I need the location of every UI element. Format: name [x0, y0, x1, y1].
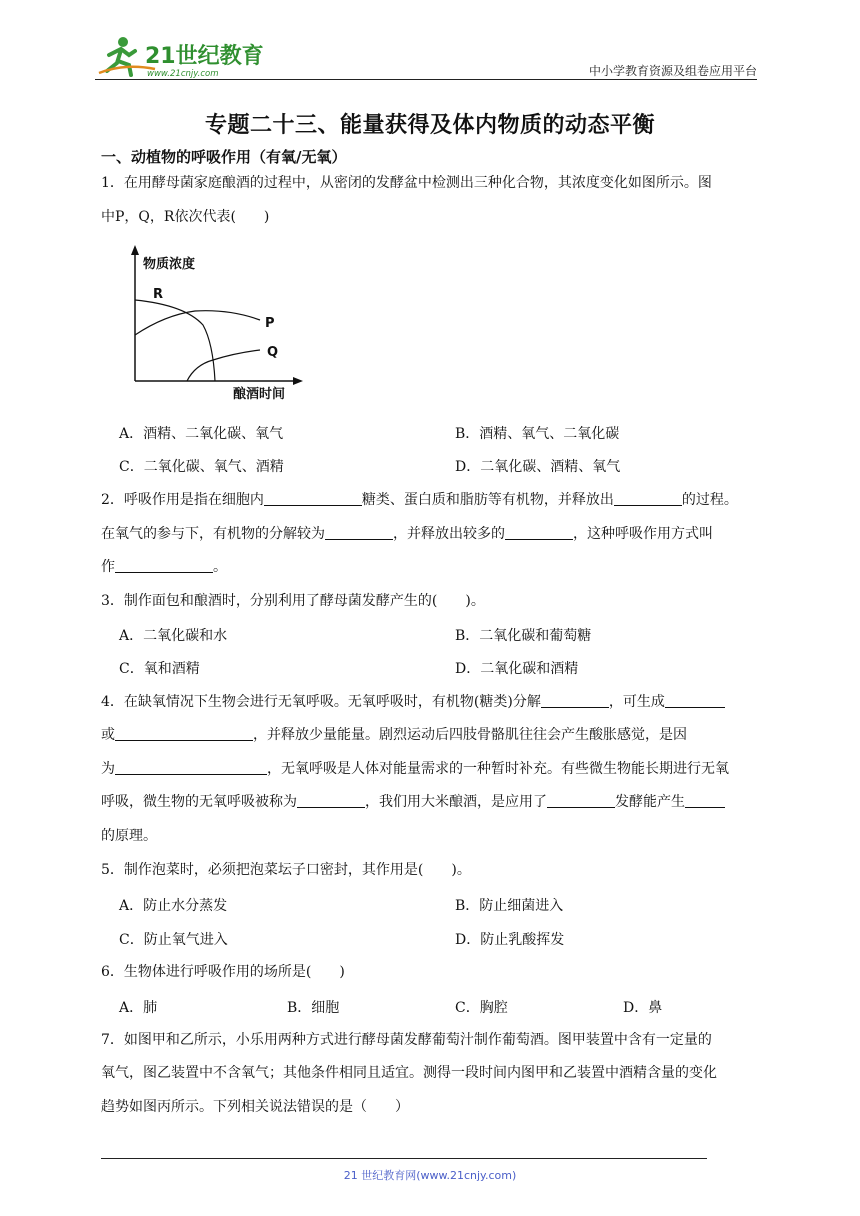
q2-blank-1[interactable]	[264, 491, 362, 506]
q4-line3: 为 ，无氧呼吸是人体对能量需求的一种暂时补充。有些微生物能长期进行无氧	[101, 761, 729, 777]
header-divider	[95, 79, 757, 80]
svg-text:www.21cnjy.com: www.21cnjy.com	[147, 69, 219, 79]
q5-option-b[interactable]: B．防止细菌进入	[455, 898, 564, 914]
series-label-P: P	[265, 316, 275, 331]
q3-option-c[interactable]: C．氧和酒精	[119, 661, 200, 677]
q5-option-d[interactable]: D．防止乳酸挥发	[455, 932, 565, 948]
q6-option-b[interactable]: B．细胞	[287, 1000, 340, 1016]
q3-stem: 3．制作面包和酿酒时，分别利用了酵母菌发酵产生的( )。	[101, 593, 485, 609]
q2-blank-4[interactable]	[505, 525, 573, 540]
q4-blank-4[interactable]	[115, 760, 267, 775]
q2-blank-5[interactable]	[115, 558, 213, 573]
q2-line2: 在氧气的参与下，有机物的分解较为 ，并释放出较多的 ，这种呼吸作用方式叫	[101, 526, 713, 542]
q4-line5: 的原理。	[101, 828, 157, 844]
svg-text:21世纪教育: 21世纪教育	[145, 44, 264, 69]
series-line-Q	[187, 350, 260, 381]
series-label-R: R	[153, 287, 164, 302]
q7-line2: 氧气，图乙装置中不含氧气；其他条件相同且适宜。测得一段时间内图甲和乙装置中酒精含量的变化	[101, 1065, 717, 1081]
footer-link[interactable]: 21 世纪教育网(www.21cnjy.com)	[343, 1169, 517, 1182]
q6-option-c[interactable]: C．胸腔	[455, 1000, 508, 1016]
q4-blank-7[interactable]	[685, 793, 725, 808]
q4-line1: 4．在缺氧情况下生物会进行无氧呼吸。无氧呼吸时，有机物(糖类)分解 ，可生成	[101, 692, 725, 712]
site-logo	[95, 33, 265, 81]
series-label-Q: Q	[267, 345, 279, 360]
q4-blank-6[interactable]	[547, 793, 615, 808]
q7-line3: 趋势如图丙所示。下列相关说法错误的是（ ）	[101, 1099, 409, 1115]
q1-option-a[interactable]: A．酒精、二氧化碳、氧气	[119, 426, 284, 442]
q2-line3: 作 。	[101, 559, 227, 575]
q2-blank-3[interactable]	[325, 525, 393, 540]
q1-option-d[interactable]: D．二氧化碳、酒精、氧气	[455, 459, 621, 475]
q1-stem-line1: 1．在用酵母菌家庭酿酒的过程中，从密闭的发酵盆中检测出三种化合物，其浓度变化如图所示。图	[101, 175, 712, 191]
section-heading: 一、动植物的呼吸作用（有氧/无氧）	[101, 148, 347, 166]
q4-blank-3[interactable]	[115, 726, 253, 741]
q4-blank-2[interactable]	[665, 693, 725, 708]
q5-option-a[interactable]: A．防止水分蒸发	[119, 898, 228, 914]
q6-stem: 6．生物体进行呼吸作用的场所是( )	[101, 964, 345, 980]
header-platform-text: 中小学教育资源及组卷应用平台	[588, 64, 757, 78]
q5-stem: 5．制作泡菜时，必须把泡菜坛子口密封，其作用是( )。	[101, 862, 471, 878]
q4-blank-1[interactable]	[541, 693, 609, 708]
q7-line1: 7．如图甲和乙所示，小乐用两种方式进行酵母菌发酵葡萄汁制作葡萄酒。图甲装置中含有一定量的	[101, 1032, 712, 1048]
q6-option-a[interactable]: A．肺	[119, 1000, 158, 1016]
series-line-R	[135, 300, 215, 381]
x-axis-label: 酿酒时间	[233, 387, 286, 402]
q6-option-d[interactable]: D．鼻	[623, 1000, 663, 1016]
q1-stem-line2: 中P，Q，R依次代表( )	[101, 209, 270, 225]
q1-option-c[interactable]: C．二氧化碳、氧气、酒精	[119, 459, 284, 475]
concentration-chart	[125, 243, 310, 403]
x-axis-arrow	[293, 377, 303, 385]
q3-option-a[interactable]: A．二氧化碳和水	[119, 628, 228, 644]
q1-option-b[interactable]: B．酒精、氧气、二氧化碳	[455, 426, 620, 442]
q4-blank-5[interactable]	[297, 793, 365, 808]
q4-line2: 或 ，并释放少量能量。剧烈运动后四肢骨骼肌往往会产生酸胀感觉，是因	[101, 727, 687, 743]
q2-blank-2[interactable]	[614, 491, 682, 506]
footer-divider	[101, 1158, 707, 1159]
y-axis-label: 物质浓度	[143, 257, 196, 272]
q2-line1: 2．呼吸作用是指在细胞内 糖类、蛋白质和脂肪等有机物，并释放出 的过程。	[101, 492, 738, 508]
q4-line4: 呼吸，微生物的无氧呼吸被称为 ，我们用大米酿酒，是应用了 发酵能产生	[101, 792, 725, 812]
q3-option-b[interactable]: B．二氧化碳和葡萄糖	[455, 628, 592, 644]
q5-option-c[interactable]: C．防止氧气进入	[119, 932, 228, 948]
y-axis-arrow	[131, 245, 139, 255]
series-line-P	[135, 311, 260, 335]
q3-option-d[interactable]: D．二氧化碳和酒精	[455, 661, 579, 677]
page-title: 专题二十三、能量获得及体内物质的动态平衡	[204, 113, 655, 138]
